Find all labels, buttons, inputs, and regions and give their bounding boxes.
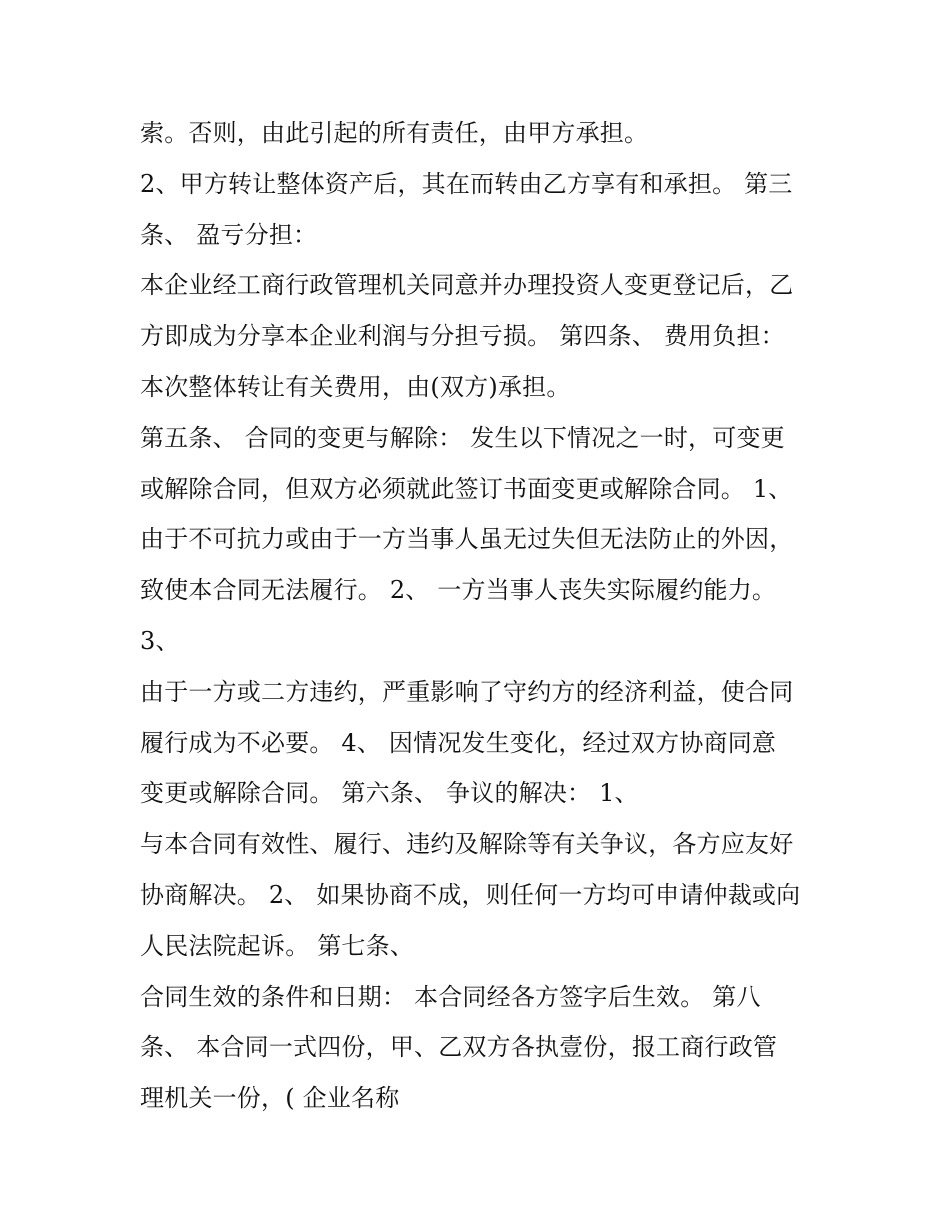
text-line: 人民法院起诉。 第七条、 bbox=[140, 931, 415, 960]
text-line: 条、 本合同一式四份，甲、乙双方各执壹份，报工商行政管 bbox=[140, 1033, 778, 1062]
text-line: 或解除合同，但双方必须就此签订书面变更或解除合同。 1、 bbox=[140, 474, 793, 503]
text-line: 变更或解除合同。 第六条、 争议的解决： 1、 bbox=[140, 779, 639, 808]
text-line: 由于不可抗力或由于一方当事人虽无过失但无法防止的外因， bbox=[140, 525, 794, 554]
text-line: 合同生效的条件和日期： 本合同经各方签字后生效。 第八 bbox=[140, 982, 761, 1011]
text-line: 理机关一份，( 企业名称 bbox=[140, 1084, 400, 1113]
text-line: 致使本合同无法履行。 2、 一方当事人丧失实际履约能力。 bbox=[140, 576, 777, 605]
text-line: 由于一方或二方违约，严重影响了守约方的经济利益，使合同 bbox=[140, 677, 794, 706]
text-line: 与本合同有效性、履行、违约及解除等有关争议，各方应友好 bbox=[140, 830, 794, 859]
text-line: 3、 bbox=[140, 626, 180, 655]
text-line: 条、 盈亏分担： bbox=[140, 220, 318, 249]
text-line: 本次整体转让有关费用，由(双方)承担。 bbox=[140, 372, 571, 401]
text-line: 履行成为不必要。 4、 因情况发生变化，经过双方协商同意 bbox=[140, 728, 777, 757]
text-line: 方即成为分享本企业利润与分担亏损。 第四条、 费用负担： bbox=[140, 322, 785, 351]
text-line: 本企业经工商行政管理机关同意并办理投资人变更登记后，乙 bbox=[140, 271, 794, 300]
text-line: 2、甲方转让整体资产后，其在而转由乙方享有和承担。 第三 bbox=[140, 169, 793, 198]
text-line: 协商解决。 2、 如果协商不成，则任何一方均可申请仲裁或向 bbox=[140, 880, 801, 909]
text-line: 索。否则，由此引起的所有责任，由甲方承担。 bbox=[140, 119, 649, 147]
contract-text bbox=[140, 108, 840, 1124]
text-line: 第五条、 合同的变更与解除： 发生以下情况之一时，可变更 bbox=[140, 423, 785, 452]
